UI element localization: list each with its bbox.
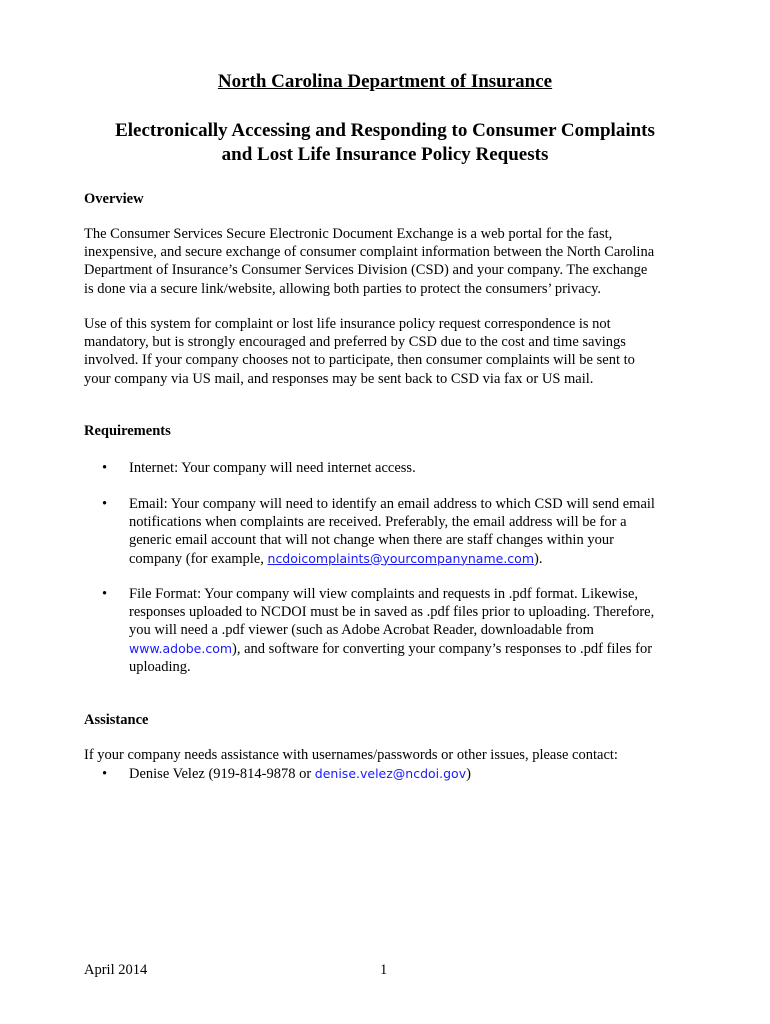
bullet-line: you will need a .pdf viewer (such as Adobe Acrobat Reader, downloadable from (129, 622, 594, 639)
assistance-heading: Assistance (84, 712, 149, 728)
email-example-link[interactable]: ncdoicomplaints@yourcompanyname.com (267, 550, 535, 566)
bullet-line: responses uploaded to NCDOI must be in saved as .pdf files prior to uploading. Therefore, (129, 604, 655, 621)
text-segment: ). (534, 550, 543, 567)
bullet-line: generic email account that will not change when there are staff changes within your (129, 532, 614, 549)
contact-email-link[interactable]: denise.velez@ncdoi.gov (314, 766, 467, 781)
paragraph-line: Use of this system for complaint or lost life insurance policy request correspondence is not (84, 316, 611, 332)
subtitle-line: and Lost Life Insurance Policy Requests (221, 144, 549, 165)
paragraph-line: involved. If your company chooses not to participate, then consumer complaints will be sent to (84, 352, 635, 369)
overview-paragraph-2 (84, 315, 696, 388)
bullet-line: Internet: Your company will need internet access. (129, 460, 416, 476)
bullet-icon: • (102, 586, 108, 602)
assistance-intro (84, 746, 696, 764)
bullet-line: Email: Your company will need to identify an email address to which CSD will send email (129, 496, 655, 512)
paragraph-line: inexpensive, and secure exchange of consumer complaint information between the North Carolina (84, 244, 655, 261)
page-number: 1 (380, 962, 388, 978)
requirement-file-format (129, 585, 709, 676)
text-segment: Denise Velez (919-814-9878 or (129, 766, 315, 782)
text-segment: company (for example, (129, 550, 268, 567)
requirement-internet (129, 459, 709, 477)
bullet-line (129, 640, 709, 658)
subtitle-line: Electronically Accessing and Responding to Consumer Complaints (115, 120, 655, 141)
bullet-line (129, 550, 709, 568)
adobe-link[interactable]: www.adobe.com (129, 640, 233, 656)
bullet-icon: • (102, 766, 108, 782)
paragraph-line: If your company needs assistance with usernames/passwords or other issues, please contact: (84, 747, 618, 763)
document-subtitle (60, 119, 710, 167)
bullet-line (129, 765, 709, 783)
footer-date: April 2014 (84, 962, 148, 978)
bullet-icon: • (102, 496, 108, 512)
overview-heading: Overview (84, 191, 144, 207)
text-segment: ), and software for converting your company’s responses to .pdf files for (232, 640, 653, 657)
paragraph-line: Department of Insurance’s Consumer Services Division (CSD) and your company. The exchange (84, 262, 648, 279)
text-segment: ) (466, 766, 471, 782)
bullet-icon: • (102, 460, 108, 476)
page-title: North Carolina Department of Insurance (217, 71, 553, 92)
assistance-contact (129, 765, 709, 783)
paragraph-line: your company via US mail, and responses may be sent back to CSD via fax or US mail. (84, 370, 594, 387)
paragraph-line: is done via a secure link/website, allowing both parties to protect the consumers’ privacy. (84, 280, 602, 297)
paragraph-line: mandatory, but is strongly encouraged and preferred by CSD due to the cost and time savings (84, 334, 626, 351)
bullet-line: notifications when complaints are received. Preferably, the email address will be for a (129, 514, 627, 531)
requirement-email (129, 495, 709, 568)
bullet-line: File Format: Your company will view complaints and requests in .pdf format. Likewise, (129, 586, 639, 602)
paragraph-line: The Consumer Services Secure Electronic Document Exchange is a web portal for the fast, (84, 226, 613, 242)
requirements-heading: Requirements (84, 423, 171, 439)
bullet-line: uploading. (129, 658, 191, 675)
overview-paragraph-1 (84, 225, 696, 298)
